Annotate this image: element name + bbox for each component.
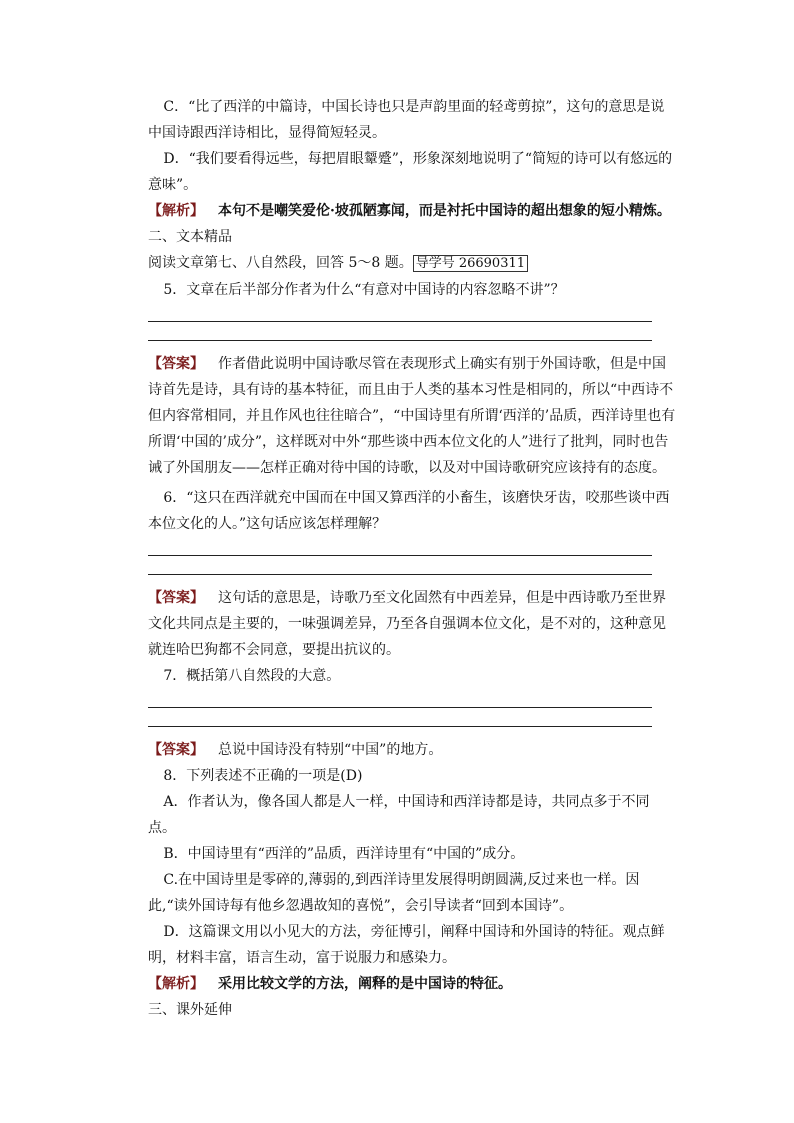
guide-number: 导学号 26690311 [413,255,528,272]
answer-text: 总说中国诗没有特别“中国”的地方。 [218,742,443,758]
answer-text: 这句话的意思是，诗歌乃至文化固然有中西差异，但是中西诗歌乃至世界文化共同点是主要的，一味强调差异，乃至各自强调本位文化，是不对的，这种意见就连哈巴狗都不会同意，要提出抗议的。 [148,590,666,658]
q8-option-d: D．这篇课文用以小见大的方法，旁征博引，阐释中国诗和外国诗的特征。观点鲜明，材料丰富，语言生动，富于说服力和感染力。 [148,924,665,966]
q8-analysis [148,971,676,997]
analysis-tag: 【解析】 [148,203,204,219]
q4-option-d: D．“我们要看得远些，每把眉眼颦蹙”，形象深刻地说明了“简短的诗可以有悠远的意味”。 [148,151,673,193]
answer-tag: 【答案】 [148,590,204,606]
answer-text: 作者借此说明中国诗歌尽管在表现形式上确实有别于外国诗歌，但是中国诗首先是诗，具有诗的基本特征，而且由于人类的基本习性是相同的，所以“中西诗不但内容常相同，并且作风也往往暗合”，“中国诗里有所谓‘西洋的’品质，西洋诗里也有所谓‘中国的’成分”，这样既对中外“那些谈中西本位文化的人”进行了批判，同时也告诫了外国朋友——怎样正确对待中国的诗歌，以及对中国诗歌研究应该持有的态度。 [148,356,676,476]
q4-option-c: C．“比了西洋的中篇诗，中国长诗也只是声韵里面的轻鸢剪掠”，这句的意思是说中国诗跟西洋诗相比，显得简短轻灵。 [148,99,665,141]
document-content [148,94,676,1023]
q7-answer [148,737,676,763]
answer-tag: 【答案】 [148,356,204,372]
analysis-text: 本句不是嘲笑爱伦·坡孤陋寡闻，而是衬托中国诗的超出想象的短小精炼。 [218,203,671,219]
q8-option-c: C.在中国诗里是零碎的,薄弱的,到西洋诗里发展得明朗圆满,反过来也一样。因此,“读外国诗每有他乡忽遇故知的喜悦”，会引导读者“回到本国诗”。 [148,872,640,914]
answer-blank-line[interactable] [148,555,652,556]
q4-analysis [148,198,676,224]
answer-tag: 【答案】 [148,742,204,758]
q5-question: 5．文章在后半部分作者为什么“有意对中国诗的内容忽略不讲”？ [163,282,565,298]
section2-instruction [148,250,676,277]
section-heading-3: 三、课外延伸 [148,1002,232,1018]
q5-answer [148,351,676,481]
analysis-text: 采用比较文学的方法，阐释的是中国诗的特征。 [218,976,512,992]
q6-question: 6．“这只在西洋就充中国而在中国又算西洋的小畜生，该磨快牙齿，咬那些谈中西本位文化的人。”这句话应该怎样理解？ [148,490,670,532]
section-heading-2: 二、文本精品 [148,229,232,245]
q8-option-a: A．作者认为，像各国人都是人一样，中国诗和西洋诗都是诗，共同点多于不同点。 [148,794,650,836]
q7-question: 7．概括第八自然段的大意。 [163,668,341,684]
q6-answer [148,585,676,663]
answer-blank-line[interactable] [148,321,652,322]
instruction-text: 阅读文章第七、八自然段，回答 5～8 题。 [148,255,413,271]
answer-blank-line[interactable] [148,707,652,708]
analysis-tag: 【解析】 [148,976,204,992]
q8-option-b: B．中国诗里有“西洋的”品质，西洋诗里有“中国的”成分。 [163,846,525,862]
q8-question: 8．下列表述不正确的一项是(D) [163,768,363,784]
